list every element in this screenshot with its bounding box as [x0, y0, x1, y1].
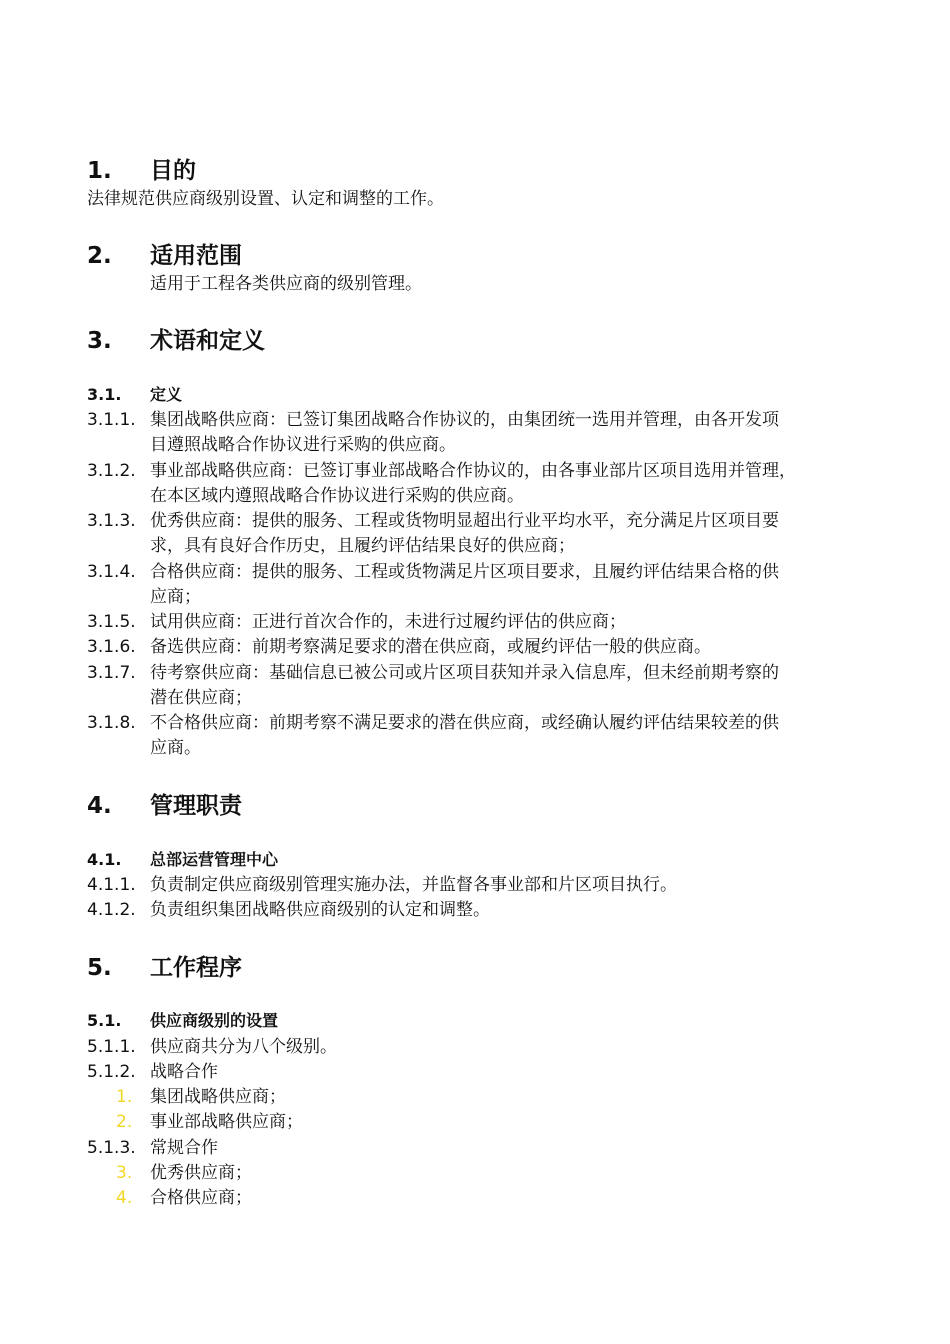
sub-list-item: [0, 1085, 950, 1110]
subsection-number: 3.1.: [87, 385, 122, 404]
section-heading: [0, 325, 950, 357]
item-number: 4.1.2.: [87, 900, 136, 920]
item-number: 5.1.3.: [87, 1138, 136, 1158]
section-heading: [0, 790, 950, 822]
item-number: 5.1.2.: [87, 1062, 136, 1082]
subsection-number: 5.1.: [87, 1011, 122, 1030]
item-number: 1.: [116, 1087, 133, 1107]
item-number: 3.1.6.: [87, 637, 136, 657]
subsection-title: 总部运营管理中心: [150, 850, 279, 869]
item-text: 待考察供应商：基础信息已被公司或片区项目获知并录入信息库，但未经前期考察的: [150, 663, 779, 683]
item-text: 合格供应商；: [150, 1188, 252, 1208]
section-title: 术语和定义: [150, 328, 265, 354]
section-title: 目的: [150, 158, 196, 184]
list-item: [0, 560, 950, 585]
paragraph-text: 适用于工程各类供应商的级别管理。: [150, 274, 422, 294]
item-text: 供应商共分为八个级别。: [150, 1037, 337, 1057]
item-text: 战略合作: [150, 1062, 218, 1082]
section-body: [0, 187, 950, 212]
section-title: 工作程序: [150, 955, 242, 981]
list-item-continuation: [0, 736, 950, 761]
list-item: [0, 1136, 950, 1161]
item-text: 集团战略供应商：已签订集团战略合作协议的，由集团统一选用并管理，由各开发项: [150, 410, 779, 430]
item-text: 事业部战略供应商：已签订事业部战略合作协议的，由各事业部片区项目选用并管理，: [150, 461, 796, 481]
sub-list-item: [0, 1161, 950, 1186]
subsection-number: 4.1.: [87, 850, 122, 869]
list-item: [0, 661, 950, 686]
section-number: 4.: [87, 793, 112, 819]
section-body: [0, 272, 950, 297]
item-text: 应商。: [150, 738, 201, 758]
item-number: 3.1.3.: [87, 511, 136, 531]
subsection-title: 定义: [150, 385, 183, 404]
list-item: [0, 898, 950, 923]
list-item: [0, 873, 950, 898]
item-text: 在本区域内遵照战略合作协议进行采购的供应商。: [150, 486, 524, 506]
item-number: 3.: [116, 1163, 133, 1183]
section-number: 3.: [87, 328, 112, 354]
item-text: 目遵照战略合作协议进行采购的供应商。: [150, 435, 456, 455]
item-text: 备选供应商：前期考察满足要求的潜在供应商，或履约评估一般的供应商。: [150, 637, 711, 657]
item-number: 3.1.8.: [87, 713, 136, 733]
section-heading: [0, 240, 950, 272]
item-number: 2.: [116, 1112, 133, 1132]
subsection-heading: [0, 383, 950, 407]
subsection-heading: [0, 1009, 950, 1033]
item-text: 求，具有良好合作历史，且履约评估结果良好的供应商；: [150, 536, 575, 556]
item-number: 5.1.1.: [87, 1037, 136, 1057]
list-item-continuation: [0, 534, 950, 559]
section-number: 1.: [87, 158, 112, 184]
subsection-title: 供应商级别的设置: [150, 1011, 279, 1030]
item-number: 3.1.7.: [87, 663, 136, 683]
list-item-continuation: [0, 433, 950, 458]
item-text: 应商；: [150, 587, 201, 607]
sub-list-item: [0, 1110, 950, 1135]
list-item: [0, 408, 950, 433]
subsection-heading: [0, 848, 950, 872]
item-text: 优秀供应商：提供的服务、工程或货物明显超出行业平均水平，充分满足片区项目要: [150, 511, 779, 531]
list-item-continuation: [0, 484, 950, 509]
list-item: [0, 1060, 950, 1085]
list-item: [0, 509, 950, 534]
list-item-continuation: [0, 686, 950, 711]
item-text: 优秀供应商；: [150, 1163, 252, 1183]
item-number: 3.1.2.: [87, 461, 136, 481]
section-heading: [0, 155, 950, 187]
section-title: 适用范围: [150, 243, 242, 269]
item-text: 试用供应商：正进行首次合作的，未进行过履约评估的供应商；: [150, 612, 626, 632]
item-text: 事业部战略供应商；: [150, 1112, 303, 1132]
item-number: 3.1.1.: [87, 410, 136, 430]
list-item: [0, 635, 950, 660]
item-text: 负责组织集团战略供应商级别的认定和调整。: [150, 900, 490, 920]
sub-list-item: [0, 1186, 950, 1211]
section-number: 2.: [87, 243, 112, 269]
section-title: 管理职责: [150, 793, 242, 819]
item-text: 潜在供应商；: [150, 688, 252, 708]
list-item-continuation: [0, 585, 950, 610]
item-text: 合格供应商：提供的服务、工程或货物满足片区项目要求，且履约评估结果合格的供: [150, 562, 779, 582]
list-item: [0, 1035, 950, 1060]
list-item: [0, 711, 950, 736]
item-text: 集团战略供应商；: [150, 1087, 286, 1107]
item-number: 4.1.1.: [87, 875, 136, 895]
list-item: [0, 459, 950, 484]
item-number: 4.: [116, 1188, 133, 1208]
section-number: 5.: [87, 955, 112, 981]
section-heading: [0, 952, 950, 984]
item-text: 不合格供应商：前期考察不满足要求的潜在供应商，或经确认履约评估结果较差的供: [150, 713, 779, 733]
item-text: 负责制定供应商级别管理实施办法，并监督各事业部和片区项目执行。: [150, 875, 677, 895]
item-number: 3.1.4.: [87, 562, 136, 582]
list-item: [0, 610, 950, 635]
item-number: 3.1.5.: [87, 612, 136, 632]
item-text: 常规合作: [150, 1138, 218, 1158]
paragraph-text: 法律规范供应商级别设置、认定和调整的工作。: [87, 189, 444, 209]
